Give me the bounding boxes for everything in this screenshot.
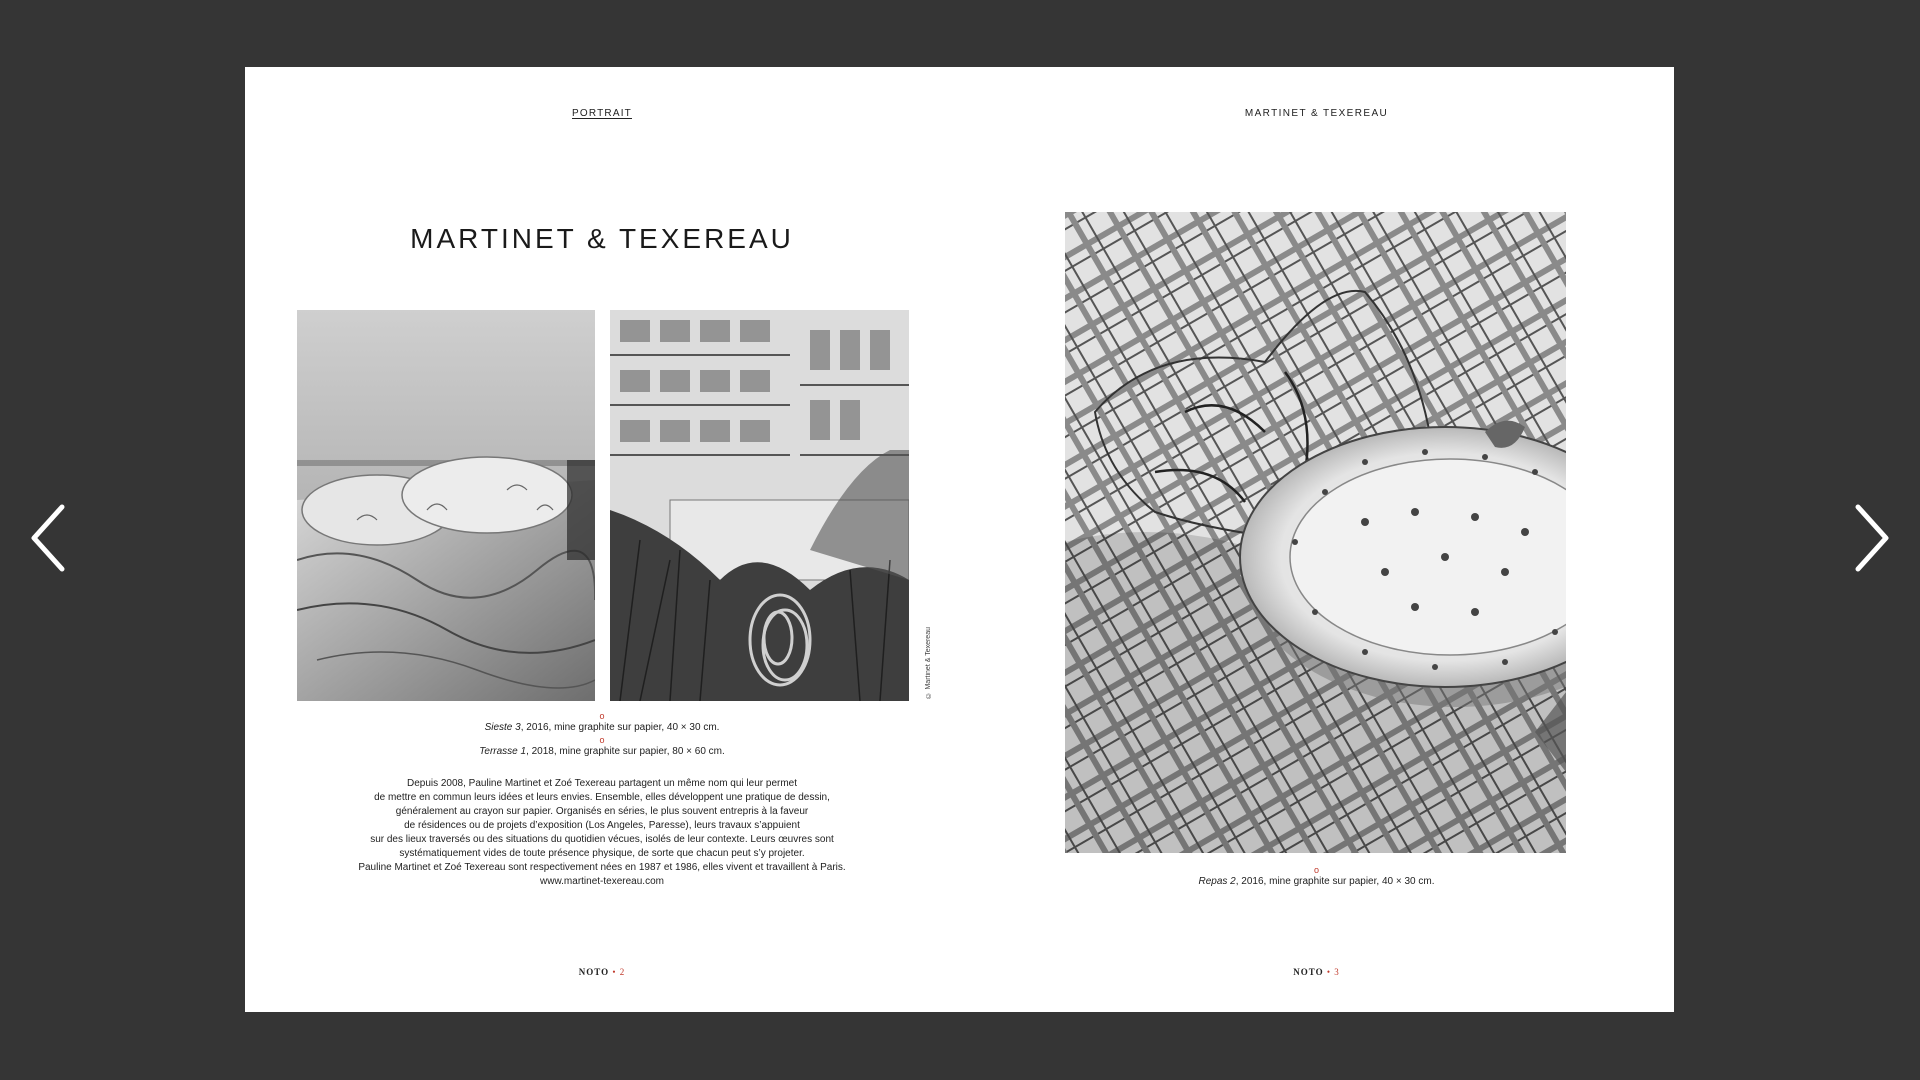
artwork-terrasse — [610, 310, 909, 701]
terrasse-drawing — [610, 310, 909, 701]
website-link[interactable]: www.martinet-texereau.com — [540, 876, 664, 887]
bio-line: Pauline Martinet et Zoé Texereau sont respectivement nées en 1987 et 1986, elles vivent et travaillent à Paris. — [358, 862, 846, 873]
previous-page-button[interactable] — [18, 498, 78, 578]
page-number-right — [959, 967, 1674, 977]
left-page — [245, 67, 959, 1012]
caption-repas-details: , 2016, mine graphite sur papier, 40 × 30 cm. — [1235, 876, 1435, 887]
repas-drawing — [1065, 212, 1566, 853]
folio-separator: • — [1323, 967, 1335, 977]
folio-separator: • — [609, 967, 620, 977]
captions — [245, 711, 959, 759]
chevron-left-icon — [28, 503, 68, 573]
running-head: MARTINET & TEXEREAU — [1244, 108, 1389, 119]
bio-line: systématiquement vides de toute présence physique, de sorte que chacun peut s’y projeter. — [399, 848, 805, 859]
next-page-button[interactable] — [1842, 498, 1902, 578]
magazine-name: NOTO — [578, 967, 610, 977]
caption-sieste — [245, 721, 959, 735]
sieste-drawing — [297, 310, 595, 701]
image-credit: © Martinet & Texereau — [925, 627, 932, 699]
artwork-sieste — [297, 310, 595, 701]
artwork-repas — [1065, 212, 1566, 853]
caption-terrasse-title: Terrasse 1 — [479, 746, 527, 757]
bio-line: de mettre en commun leurs idées et leurs envies. Ensemble, elles développent une pratique de dessin, — [374, 792, 830, 803]
bio-line: sur des lieux traversés ou des situations du quotidien vécues, isolés de leur contexte. Leurs œuvres sont — [370, 834, 834, 845]
caption-repas-wrap — [959, 865, 1674, 889]
folio-number: 2 — [619, 967, 626, 977]
caption-repas — [959, 875, 1674, 889]
page-number-left — [245, 967, 959, 977]
caption-repas-title: Repas 2 — [1198, 876, 1236, 887]
right-page — [959, 67, 1674, 1012]
chevron-right-icon — [1852, 503, 1892, 573]
section-label-text: PORTRAIT — [572, 108, 632, 119]
bio-line: généralement au crayon sur papier. Organisés en séries, le plus souvent entrepris à la faveur — [395, 806, 809, 817]
caption-marker: o — [1313, 865, 1319, 875]
magazine-name: NOTO — [1293, 967, 1324, 977]
caption-marker: o — [599, 735, 605, 745]
bio-line: de résidences ou de projets d’exposition (Los Angeles, Paresse), leurs travaux s’appuient — [404, 820, 800, 831]
caption-sieste-details: , 2016, mine graphite sur papier, 40 × 30 cm. — [520, 722, 720, 733]
caption-marker: o — [599, 711, 605, 721]
caption-sieste-title: Sieste 3 — [484, 722, 521, 733]
artist-bio — [245, 777, 959, 889]
caption-terrasse — [245, 745, 959, 759]
caption-terrasse-details: , 2018, mine graphite sur papier, 80 × 60 cm. — [526, 746, 725, 757]
article-title: MARTINET & TEXEREAU — [410, 223, 794, 254]
folio-number: 3 — [1334, 967, 1340, 977]
bio-line: Depuis 2008, Pauline Martinet et Zoé Texereau partagent un même nom qui leur permet — [406, 778, 798, 789]
magazine-spread — [245, 67, 1674, 1012]
section-label — [245, 108, 959, 119]
